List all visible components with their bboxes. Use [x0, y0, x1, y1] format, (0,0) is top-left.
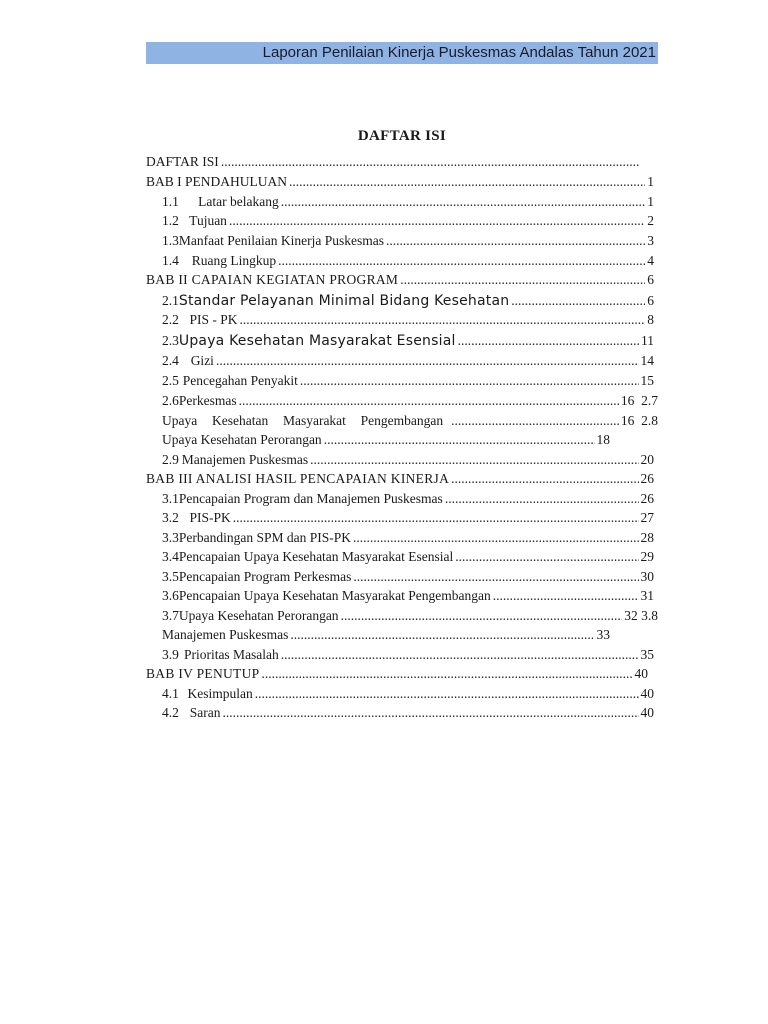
- toc-entry-label: Gizi: [190, 353, 214, 368]
- toc-entry-page: 31: [640, 588, 654, 603]
- leader-dots: [493, 588, 639, 604]
- toc-entry[interactable]: [162, 233, 654, 253]
- toc-entry-page: 26: [640, 491, 654, 506]
- leader-dots: [455, 549, 638, 565]
- toc-entry-number: 2.3: [162, 333, 179, 348]
- toc-entry[interactable]: [162, 373, 654, 393]
- toc-entry[interactable]: [162, 510, 654, 530]
- toc-entry[interactable]: [162, 608, 658, 628]
- leader-dots: [386, 233, 645, 249]
- toc-entry[interactable]: [146, 174, 654, 194]
- leader-dots: [222, 705, 638, 721]
- toc-title: DAFTAR ISI: [357, 128, 447, 144]
- toc-entry-label: PIS - PK: [189, 312, 238, 327]
- leader-dots: [289, 174, 645, 190]
- toc-entry-page: 30: [640, 569, 654, 584]
- toc-entry-label: Pencapaian Program dan Manajemen Puskesmas: [178, 491, 443, 506]
- leader-dots: [281, 647, 639, 663]
- leader-dots: [458, 333, 639, 349]
- toc-entry[interactable]: [146, 154, 642, 174]
- toc-entry-page: 16 2.7: [620, 393, 658, 408]
- leader-dots: [451, 413, 619, 429]
- leader-dots: [400, 272, 645, 288]
- leader-dots: [221, 154, 640, 170]
- toc-entry[interactable]: [146, 471, 654, 491]
- toc-entry[interactable]: [162, 627, 610, 647]
- toc-entry-number: 3.7: [162, 608, 179, 623]
- toc-entry[interactable]: [146, 272, 654, 292]
- leader-dots: [229, 213, 645, 229]
- toc-entry-label: Pencapaian Program Perkesmas: [178, 569, 352, 584]
- toc-entry-label: DAFTAR ISI: [146, 154, 219, 169]
- toc-entry[interactable]: [162, 333, 654, 353]
- toc-entry-number: 3.1: [162, 491, 179, 506]
- toc-entry-number: 2.6: [162, 393, 179, 408]
- toc-entry-label: Prioritas Masalah: [183, 647, 279, 662]
- toc-entry[interactable]: [162, 686, 654, 706]
- leader-dots: [216, 353, 639, 369]
- toc-entry-label: Upaya Kesehatan Masyarakat Esensial: [178, 333, 456, 349]
- toc-entry-label: BAB IV PENUTUP: [146, 666, 260, 681]
- toc-entry-label: Latar belakang: [198, 194, 279, 209]
- toc-entry-number: 3.9: [162, 647, 179, 662]
- toc-entry[interactable]: [162, 530, 654, 550]
- toc-entry-number: 1.2: [162, 213, 179, 228]
- toc-entry[interactable]: [162, 253, 654, 273]
- toc-entry-number: 3.5: [162, 569, 179, 584]
- toc-entry-page: 11: [641, 333, 654, 348]
- leader-dots: [281, 194, 646, 210]
- toc-entry-label: BAB III ANALISI HASIL PENCAPAIAN KINERJA: [146, 471, 450, 486]
- leader-dots: [310, 452, 638, 468]
- toc-entry-label: Pencapaian Upaya Kesehatan Masyarakat Pengembangan: [178, 588, 491, 603]
- toc-entry-label: Upaya Kesehatan Perorangan: [162, 432, 322, 447]
- toc-entry-page: 18: [596, 432, 610, 447]
- toc-entry-label: Manajemen Puskesmas: [162, 627, 289, 642]
- toc-entry-label: Upaya Kesehatan Masyarakat Pengembangan: [162, 413, 444, 428]
- leader-dots: [353, 530, 638, 546]
- toc-entry-number: 4.2: [162, 705, 179, 720]
- toc-entry[interactable]: [146, 666, 648, 686]
- toc-entry-page: 3: [647, 233, 654, 248]
- toc-entry[interactable]: [162, 647, 654, 667]
- toc-entry-label: PIS-PK: [189, 510, 231, 525]
- leader-dots: [353, 569, 638, 585]
- toc-entry-label: Tujuan: [189, 213, 227, 228]
- toc-entry[interactable]: [162, 413, 658, 433]
- toc-entry-page: 26: [640, 471, 654, 486]
- toc-entry-label: Kesimpulan: [187, 686, 253, 701]
- toc-entry-label: Perkesmas: [178, 393, 237, 408]
- toc-entry-number: 3.3: [162, 530, 179, 545]
- leader-dots: [290, 627, 594, 643]
- header-title: Laporan Penilaian Kinerja Puskesmas Andalas Tahun 2021: [262, 44, 656, 61]
- leader-dots: [300, 373, 639, 389]
- leader-dots: [324, 432, 595, 448]
- toc-entry[interactable]: [162, 194, 654, 214]
- toc-entry-page: 40: [634, 666, 648, 681]
- toc-entry-label: Upaya Kesehatan Perorangan: [178, 608, 339, 623]
- toc-entry-label: Ruang Lingkup: [191, 253, 277, 268]
- leader-dots: [278, 253, 645, 269]
- toc-entry-label: Perbandingan SPM dan PIS-PK: [178, 530, 352, 545]
- toc-entry-page: 32 3.8: [624, 608, 658, 623]
- toc-entry[interactable]: [162, 588, 654, 608]
- toc-entry[interactable]: [162, 293, 654, 313]
- toc-entry-label: Manfaat Penilaian Kinerja Puskesmas: [178, 233, 384, 248]
- toc-entry[interactable]: [162, 213, 654, 233]
- toc-entry-page: 14: [640, 353, 654, 368]
- toc-entry-label: Pencapaian Upaya Kesehatan Masyarakat Esensial: [178, 549, 454, 564]
- toc-entry-page: 8: [647, 312, 654, 327]
- toc-entry-page: 1: [647, 194, 654, 209]
- toc-entry[interactable]: [162, 569, 654, 589]
- toc-entry-page: 6: [647, 293, 654, 308]
- toc-entry-label: Manajemen Puskesmas: [181, 452, 309, 467]
- toc-entry[interactable]: [162, 312, 654, 332]
- toc-entry[interactable]: [162, 432, 610, 452]
- leader-dots: [451, 471, 638, 487]
- toc-entry-number: 1.4: [162, 253, 179, 268]
- toc-entry-number: 1.3: [162, 233, 179, 248]
- toc-entry-page: 1: [647, 174, 654, 189]
- toc-entry-number: 3.6: [162, 588, 179, 603]
- toc-entry-page: 35: [640, 647, 654, 662]
- toc-entry-number: 3.4: [162, 549, 179, 564]
- toc-entry[interactable]: [162, 393, 658, 413]
- toc-entry[interactable]: [162, 705, 654, 725]
- leader-dots: [239, 393, 619, 409]
- toc-entry-page: 33: [596, 627, 610, 642]
- toc-entry-page: 40: [640, 686, 654, 701]
- toc-entry-label: BAB I PENDAHULUAN: [146, 174, 287, 189]
- toc-entry-page: 40: [640, 705, 654, 720]
- toc-entry[interactable]: [162, 491, 654, 511]
- toc-entry-label: Standar Pelayanan Minimal Bidang Kesehatan: [178, 293, 510, 309]
- toc-entry-label: BAB II CAPAIAN KEGIATAN PROGRAM: [146, 272, 399, 287]
- toc-entry-number: 2.2: [162, 312, 179, 327]
- leader-dots: [261, 666, 632, 682]
- toc-entry-page: 28: [640, 530, 654, 545]
- toc-entry-label: Saran: [189, 705, 221, 720]
- toc-entry[interactable]: [162, 452, 654, 472]
- toc-entry[interactable]: [162, 353, 654, 373]
- leader-dots: [445, 491, 639, 507]
- toc-entry-number: 4.1: [162, 686, 179, 701]
- leader-dots: [511, 293, 645, 309]
- toc-entry-number: 3.2: [162, 510, 179, 525]
- leader-dots: [341, 608, 623, 624]
- leader-dots: [255, 686, 639, 702]
- toc-entry[interactable]: [162, 549, 654, 569]
- toc-entry-page: 4: [647, 253, 654, 268]
- toc-entry-page: 16 2.8: [620, 413, 658, 428]
- toc-entry-label: Pencegahan Penyakit: [182, 373, 298, 388]
- toc-entry-page: 27: [640, 510, 654, 525]
- toc-entry-page: 15: [640, 373, 654, 388]
- toc-entry-number: 2.9: [162, 452, 179, 467]
- toc-entry-number: 2.5: [162, 373, 179, 388]
- toc-entry-page: 6: [647, 272, 654, 287]
- toc-entry-number: 2.1: [162, 293, 179, 308]
- leader-dots: [240, 312, 646, 328]
- toc-entry-page: 29: [640, 549, 654, 564]
- toc-entry-number: 1.1: [162, 194, 179, 209]
- toc-entry-page: 20: [640, 452, 654, 467]
- leader-dots: [233, 510, 639, 526]
- toc-entry-page: 2: [647, 213, 654, 228]
- toc-entry-number: 2.4: [162, 353, 179, 368]
